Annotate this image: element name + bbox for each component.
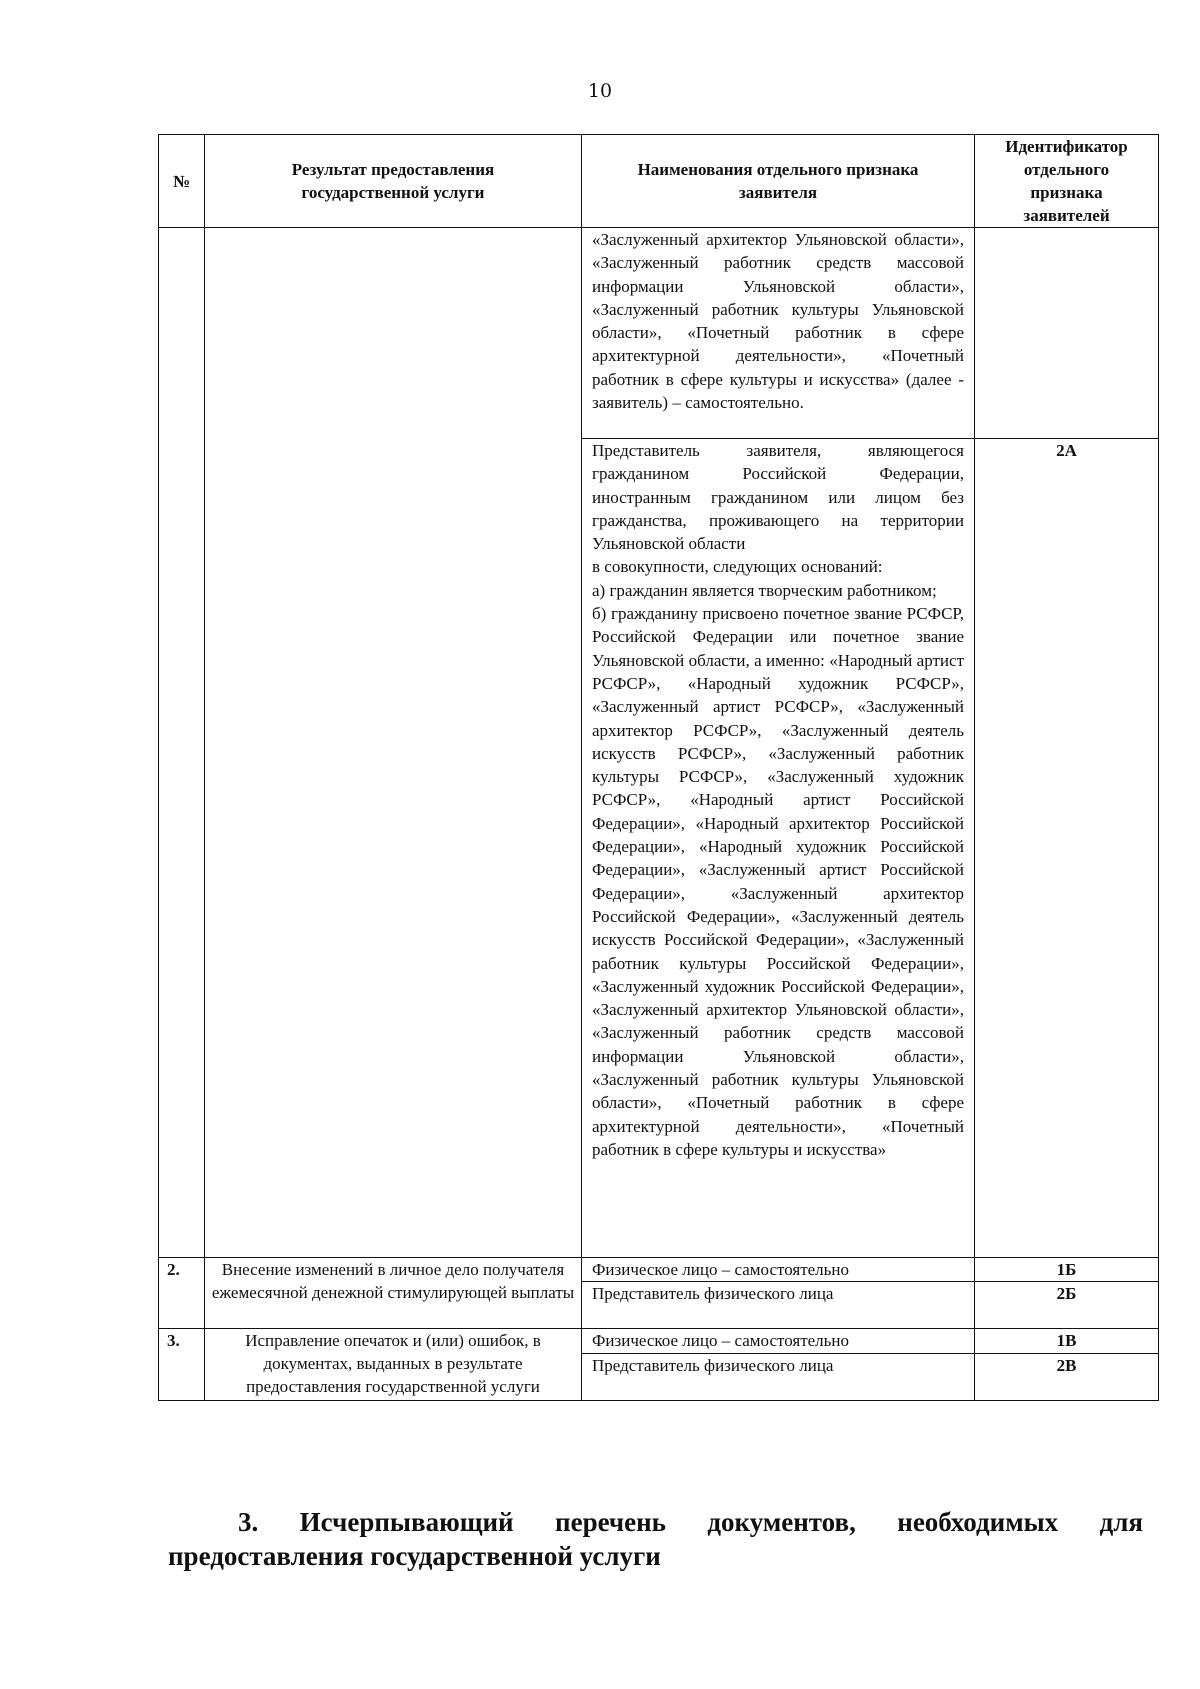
page-number: 10	[587, 80, 613, 102]
applicant-features-table	[158, 134, 1159, 1401]
row1-number-cell	[159, 228, 205, 1258]
representative-id-cell	[975, 439, 1159, 1258]
header-number: №	[159, 135, 205, 228]
header-feature: Наименования отдельного признака заявителя	[582, 135, 975, 228]
row3-id-2: 2В	[975, 1353, 1159, 1400]
row2-result-cell: Внесение изменений в личное дело получателя ежемесячной денежной стимулирующей выплаты	[205, 1258, 582, 1329]
row3-feature-2: Представитель физического лица	[582, 1353, 975, 1400]
section-heading-line2: предоставления государственной услуги	[168, 1541, 661, 1571]
section-heading	[168, 1505, 1143, 1573]
row2-feature-1: Физическое лицо – самостоятельно	[582, 1258, 975, 1282]
representative-text-c: а) гражданин является творческим работником;	[592, 580, 937, 600]
row3-feature-1: Физическое лицо – самостоятельно	[582, 1329, 975, 1353]
header-result: Результат предоставления государственной услуги	[205, 135, 582, 228]
representative-text-d: б) гражданину присвоено почетное звание РСФСР, Российской Федерации или почетное звание Ульяновской области, а именно: «Народный артист РСФСР», «Народный художник РСФСР», «Заслуженный артист РСФСР», «Заслуженный архитектор РСФСР», «Заслуженный деятель искусств РСФСР», «Заслуженный работник культуры РСФСР», «Заслуженный художник РСФСР», «Народный артист Российской Федерации», «Народный архитектор Российской Федерации», «Народный художник Российской Федерации», «Заслуженный артист Российской Федерации», «Заслуженный архитектор Российской Федерации», «Заслуженный деятель искусств Российской Федерации», «Заслуженный работник культуры Российской Федерации», «Заслуженный художник Российской Федерации», «Заслуженный архитектор Ульяновской области», «Заслуженный работник средств массовой информации Ульяновской области», «Заслуженный работник культуры Ульяновской области», «Почетный работник в сфере архитектурной деятельности», «Почетный работник в сфере культуры и искусства»	[592, 604, 964, 1159]
row1-continued-id-cell	[975, 228, 1159, 439]
representative-feature-cell	[582, 439, 975, 1258]
table-header-row	[159, 135, 1159, 228]
row1-continued-feature-cell	[582, 228, 975, 439]
header-identifier: Идентификатор отдельного признака заявителей	[975, 135, 1159, 228]
table-row	[159, 228, 1159, 439]
row3-id-1: 1В	[975, 1329, 1159, 1353]
row2-id-1: 1Б	[975, 1258, 1159, 1282]
section-heading-line1: 3. Исчерпывающий перечень документов, необходимых для	[238, 1507, 1143, 1537]
representative-text-b: в совокупности, следующих оснований:	[592, 557, 883, 577]
representative-text-a: Представитель заявителя, являющегося гражданином Российской Федерации, иностранным гражданином или лицом без гражданства, проживающего на территории Ульяновской области	[592, 441, 964, 554]
continued-feature-text: «Заслуженный архитектор Ульяновской области», «Заслуженный работник средств массовой информации Ульяновской области», «Заслуженный работник культуры Ульяновской области», «Почетный работник в сфере архитектурной деятельности», «Почетный работник в сфере культуры и искусства» (далее - заявитель) – самостоятельно.	[592, 230, 964, 413]
row2-feature-2: Представитель физического лица	[582, 1282, 975, 1329]
table-row	[159, 1329, 1159, 1353]
row3-result-cell: Исправление опечаток и (или) ошибок, в документах, выданных в результате предоставления государственной услуги	[205, 1329, 582, 1400]
row3-number-cell: 3.	[159, 1329, 205, 1400]
identifier-2a: 2А	[1056, 441, 1077, 460]
table-row	[159, 1258, 1159, 1282]
row2-number-cell: 2.	[159, 1258, 205, 1329]
row1-result-cell	[205, 228, 582, 1258]
row2-id-2: 2Б	[975, 1282, 1159, 1329]
